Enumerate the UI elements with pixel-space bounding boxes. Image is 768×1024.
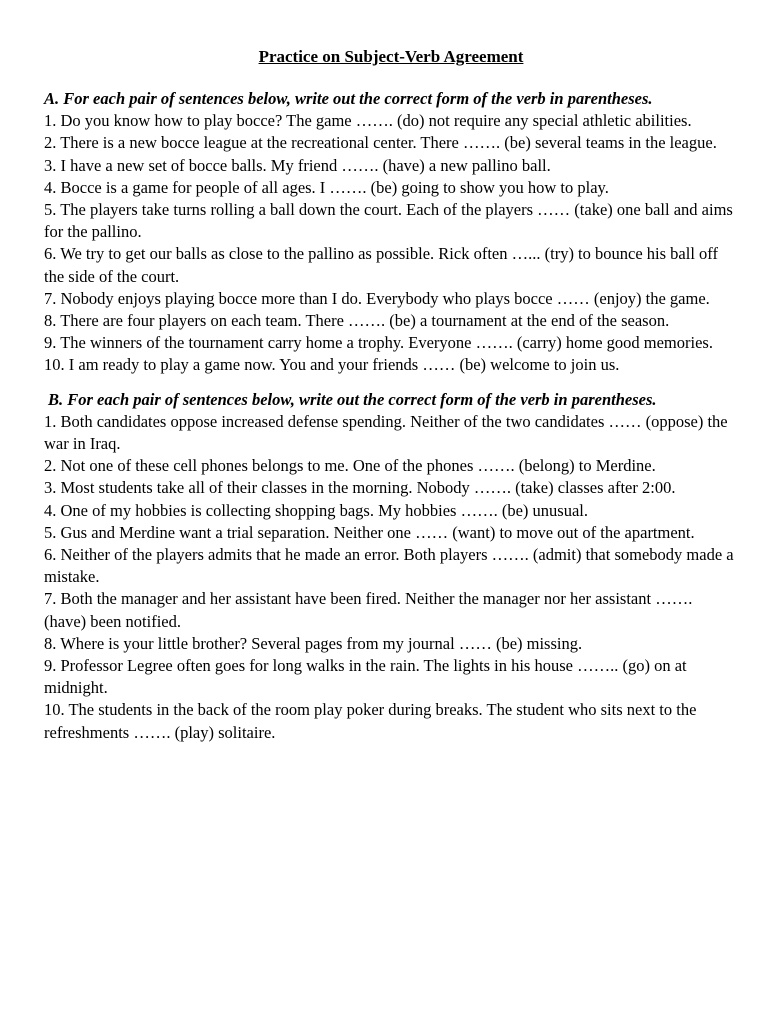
exercise-item: 5. The players take turns rolling a ball down the court. Each of the players …… (take) one ball and aims for the pallino. — [44, 200, 733, 242]
exercise-item: 8. There are four players on each team. There ……. (be) a tournament at the end of the season. — [44, 311, 670, 331]
exercise-item: 6. We try to get our balls as close to the pallino as possible. Rick often …... (try) to bounce his ball off the side of the court. — [44, 244, 718, 286]
exercise-item: 1. Both candidates oppose increased defense spending. Neither of the two candidates …… (oppose) the war in Iraq. — [44, 411, 728, 454]
exercise-item: 10. I am ready to play a game now. You and your friends …… (be) welcome to join us. — [44, 355, 620, 375]
exercise-item: 9. Professor Legree often goes for long walks in the rain. The lights in his house …….. (go) on at midnight. — [44, 656, 687, 698]
exercise-item: 5. Gus and Merdine want a trial separation. Neither one …… (want) to move out of the apartment. — [44, 522, 695, 542]
exercise-item: 4. One of my hobbies is collecting shopping bags. My hobbies ……. (be) unusual. — [44, 500, 588, 520]
exercise-item: 7. Both the manager and her assistant have been fired. Neither the manager nor her assistant ……. (have) been notified. — [44, 589, 693, 631]
exercise-item: 4. Bocce is a game for people of all ages. I ……. (be) going to show you how to play. — [44, 177, 609, 197]
exercise-item: 8. Where is your little brother? Several pages from my journal …… (be) missing. — [44, 633, 583, 653]
exercise-item: 2. Not one of these cell phones belongs to me. One of the phones ……. (belong) to Merdine. — [44, 456, 656, 476]
exercise-item: 3. Most students take all of their classes in the morning. Nobody ……. (take) classes after 2:00. — [44, 478, 676, 498]
exercise-item: 7. Nobody enjoys playing bocce more than I do. Everybody who plays bocce …… (enjoy) the game. — [44, 288, 710, 308]
exercise-item: 6. Neither of the players admits that he made an error. Both players ……. (admit) that somebody made a mistake. — [44, 545, 734, 587]
section-b-items — [44, 411, 738, 744]
section-a — [44, 88, 738, 377]
section-b — [44, 389, 738, 744]
exercise-item: 2. There is a new bocce league at the recreational center. There ……. (be) several teams in the league. — [44, 133, 717, 153]
exercise-item: 9. The winners of the tournament carry home a trophy. Everyone ……. (carry) home good memories. — [44, 333, 713, 353]
exercise-item: 10. The students in the back of the room play poker during breaks. The student who sits next to the refreshments ……. (play) solitaire. — [44, 700, 697, 742]
section-b-instruction: B. For each pair of sentences below, write out the correct form of the verb in parentheses. — [48, 389, 657, 409]
exercise-item: 1. Do you know how to play bocce? The game ……. (do) not require any special athletic abilities. — [44, 111, 692, 131]
exercise-item: 3. I have a new set of bocce balls. My friend ……. (have) a new pallino ball. — [44, 155, 551, 175]
section-a-items — [44, 110, 738, 376]
page-title: Practice on Subject-Verb Agreement — [258, 47, 524, 66]
section-a-instruction: A. For each pair of sentences below, write out the correct form of the verb in parentheses. — [44, 89, 653, 108]
